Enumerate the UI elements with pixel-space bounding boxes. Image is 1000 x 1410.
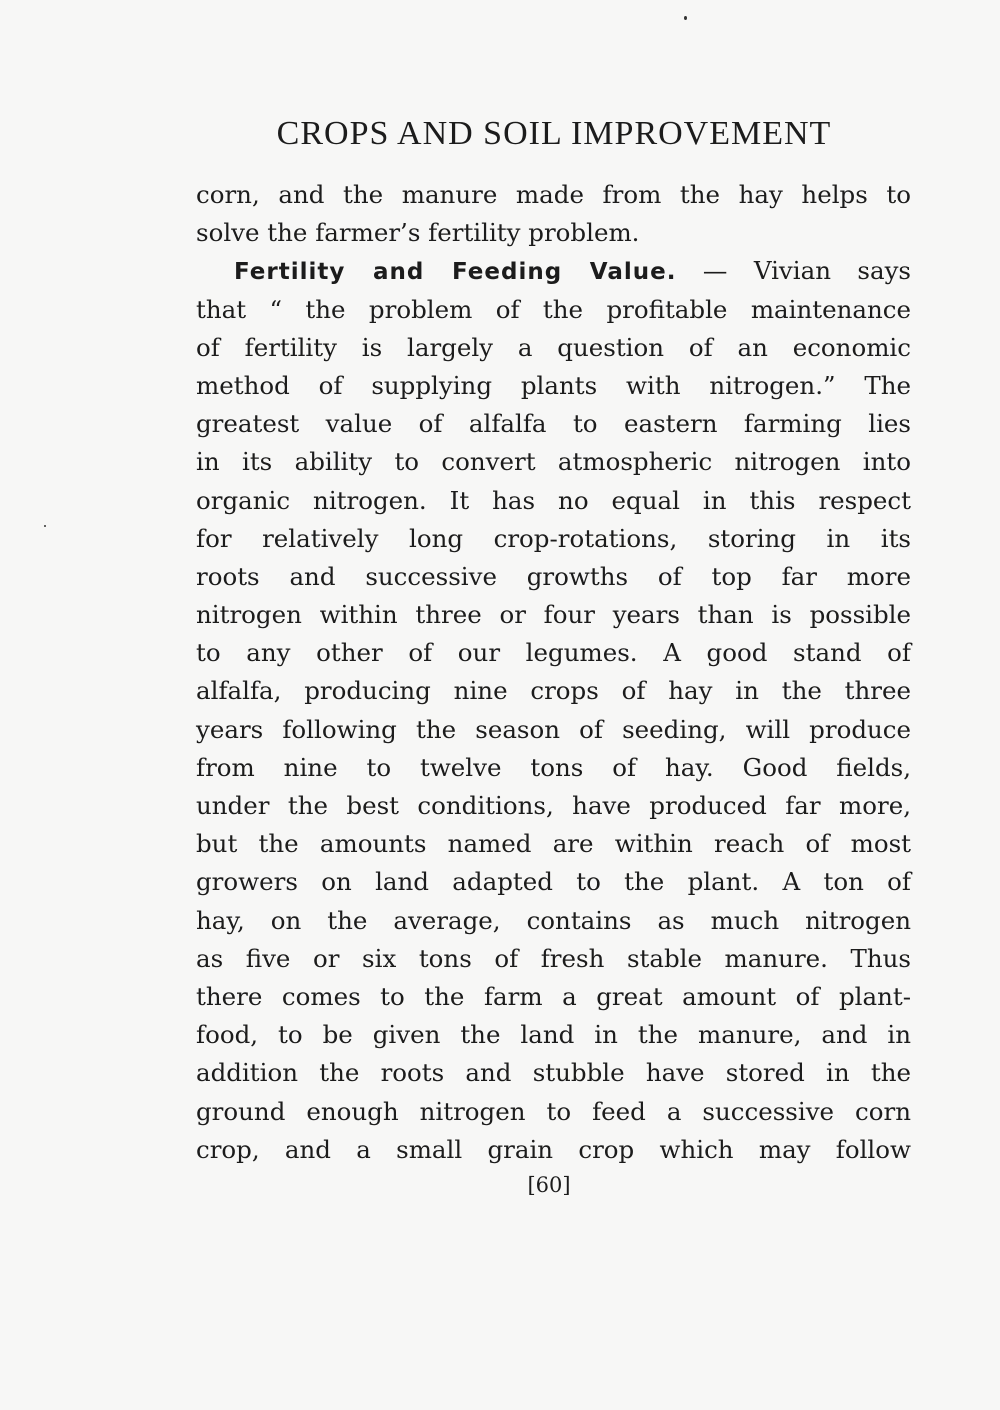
- text-line: there comes to the farm a great amount of plant-: [196, 981, 911, 1011]
- text-line: under the best conditions, have produced far more,: [196, 791, 911, 820]
- text-line: of fertility is largely a question of an economic: [196, 332, 911, 362]
- scan-speck: [684, 16, 687, 20]
- text-line: roots and successive growths of top far more: [196, 561, 911, 591]
- text-line: for relatively long crop-rotations, storing in its: [196, 523, 911, 553]
- side-head-continuation: — Vivian says: [676, 256, 911, 286]
- text-line: greatest value of alfalfa to eastern farming lies: [196, 409, 911, 439]
- side-head: Fertility and Feeding Value.: [234, 259, 677, 286]
- text-line: that “ the problem of the profitable maintenance: [196, 294, 911, 324]
- text-line: growers on land adapted to the plant. A ton of: [196, 867, 911, 897]
- text-line: in its ability to convert atmospheric nitrogen into: [196, 447, 911, 477]
- text-line: nitrogen within three or four years than is possible: [196, 600, 911, 630]
- text-line: from nine to twelve tons of hay. Good fields,: [196, 752, 911, 782]
- running-head: CROPS AND SOIL IMPROVEMENT: [276, 115, 832, 152]
- text-line: solve the farmer’s fertility problem.: [196, 218, 640, 248]
- text-line: as five or six tons of fresh stable manure. Thus: [196, 943, 911, 973]
- text-line: to any other of our legumes. A good stand of: [196, 638, 911, 668]
- text-line: crop, and a small grain crop which may follow: [196, 1134, 911, 1164]
- text-line: method of supplying plants with nitrogen.” The: [196, 370, 911, 400]
- text-line: ground enough nitrogen to feed a successive corn: [196, 1096, 911, 1126]
- body-text: [196, 176, 911, 1169]
- text-line: organic nitrogen. It has no equal in this respect: [196, 485, 911, 515]
- text-line: food, to be given the land in the manure, and in: [196, 1020, 911, 1050]
- text-line: corn, and the manure made from the hay helps to: [196, 180, 911, 209]
- text-line: but the amounts named are within reach of most: [196, 829, 911, 859]
- text-line: hay, on the average, contains as much nitrogen: [196, 905, 911, 935]
- text-line: years following the season of seeding, will produce: [196, 714, 911, 744]
- text-line: addition the roots and stubble have stored in the: [196, 1058, 911, 1088]
- section-opening-line: [196, 252, 911, 290]
- text-line: alfalfa, producing nine crops of hay in the three: [196, 676, 911, 706]
- page-number: [60]: [527, 1173, 571, 1197]
- scan-speck: [44, 525, 46, 527]
